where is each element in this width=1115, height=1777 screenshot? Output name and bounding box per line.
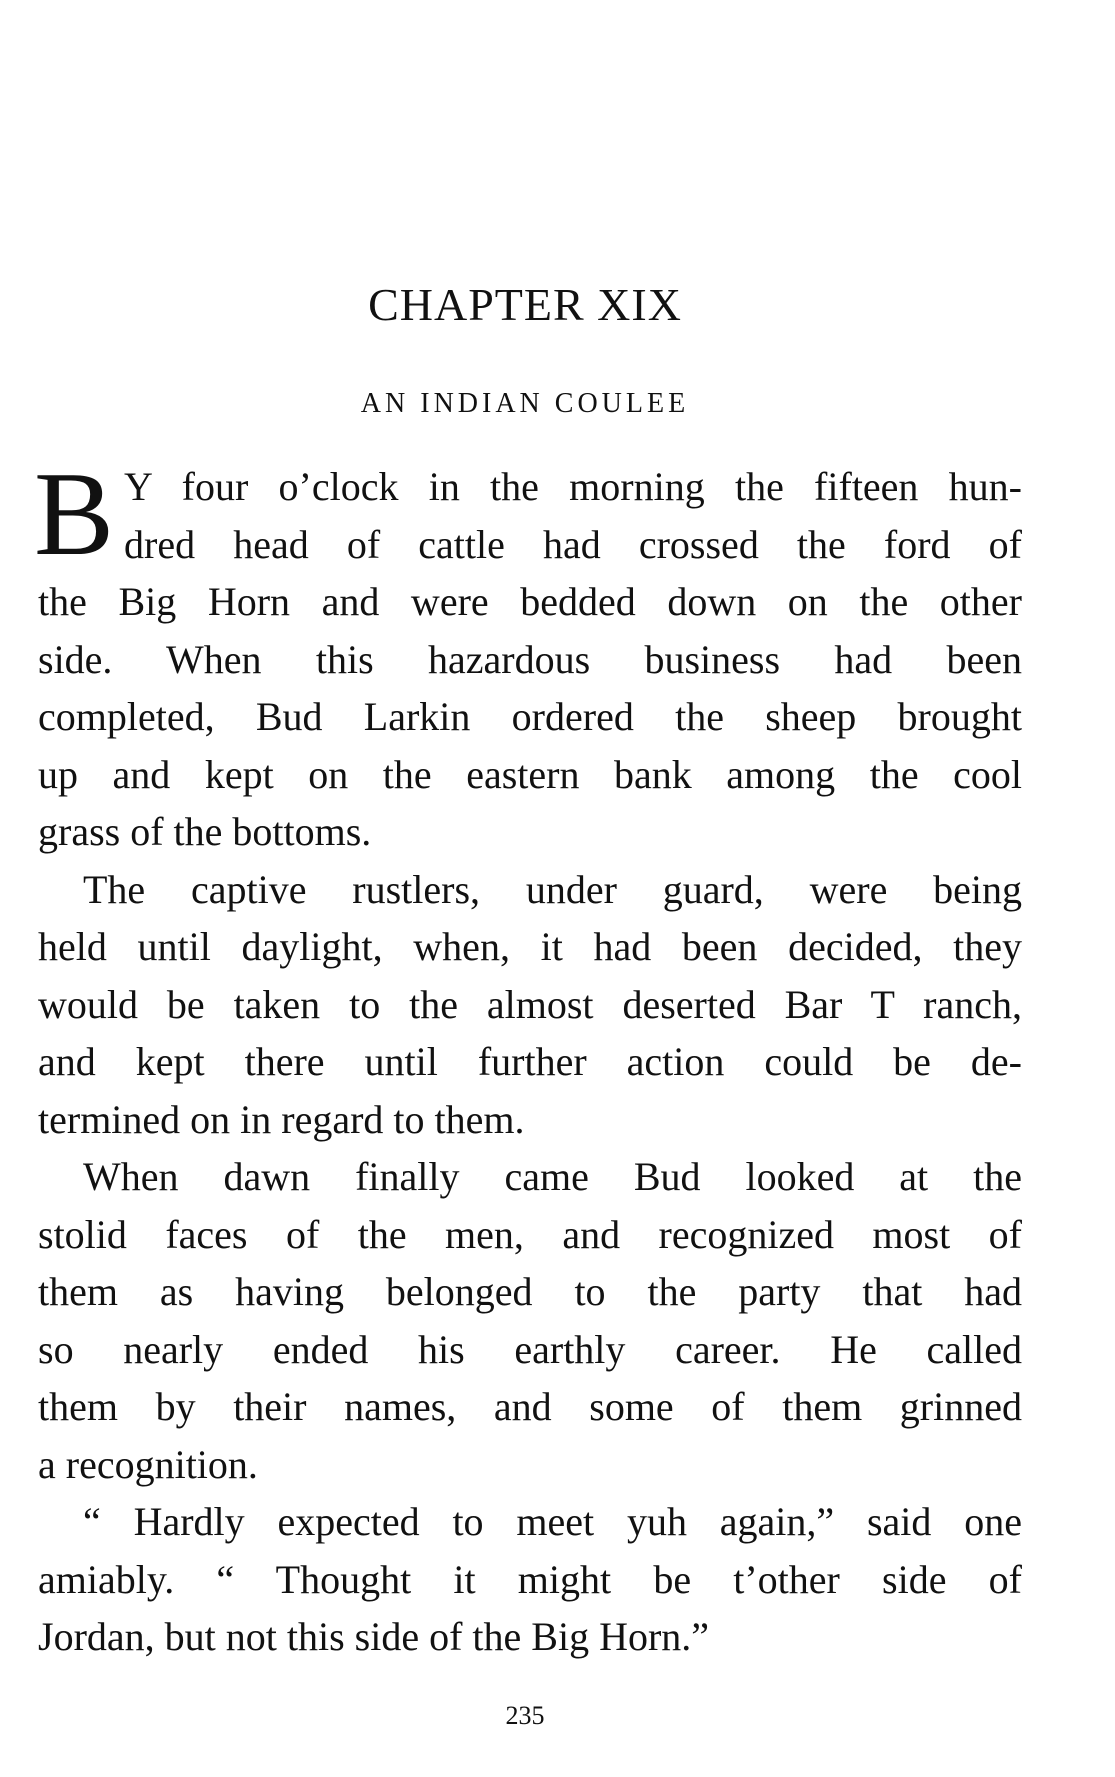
drop-cap: B: [34, 447, 115, 580]
text-line: termined on in regard to them.: [38, 1096, 525, 1142]
text-line: Jordan, but not this side of the Big Horn.”: [38, 1614, 710, 1659]
text-line: would be taken to the almost deserted Bar T ranch,: [38, 981, 1022, 1027]
text-line: stolid faces of the men, and recognized most of: [38, 1211, 1022, 1257]
text-line: amiably. “ Thought it might be t’other side of: [38, 1556, 1022, 1602]
text-line: held until daylight, when, it had been decided, they: [38, 924, 1022, 969]
text-line: Y four o’clock in the morning the fifteen hun-: [124, 464, 1022, 509]
text-line: grass of the bottoms.: [38, 809, 372, 854]
text-line: them by their names, and some of them grinned: [38, 1384, 1022, 1429]
chapter-title: CHAPTER XIX: [368, 279, 682, 330]
text-line: “ Hardly expected to meet yuh again,” said one: [83, 1499, 1022, 1544]
text-line: so nearly ended his earthly career. He called: [38, 1326, 1022, 1372]
text-line: up and kept on the eastern bank among the cool: [38, 751, 1022, 797]
page-number: 235: [505, 1701, 545, 1730]
text-line: When dawn finally came Bud looked at the: [83, 1154, 1022, 1199]
text-line: a recognition.: [38, 1441, 258, 1487]
text-line: dred head of cattle had crossed the ford of: [124, 521, 1022, 567]
body-text: [34, 447, 1022, 1666]
text-line: and kept there until further action could be de-: [38, 1039, 1022, 1084]
text-line: them as having belonged to the party that had: [38, 1269, 1022, 1314]
text-line: the Big Horn and were bedded down on the other: [38, 579, 1022, 624]
text-line: side. When this hazardous business had been: [38, 636, 1022, 682]
text-line: The captive rustlers, under guard, were being: [83, 866, 1022, 912]
chapter-subtitle: AN INDIAN COULEE: [360, 388, 690, 419]
text-line: completed, Bud Larkin ordered the sheep brought: [38, 694, 1022, 739]
